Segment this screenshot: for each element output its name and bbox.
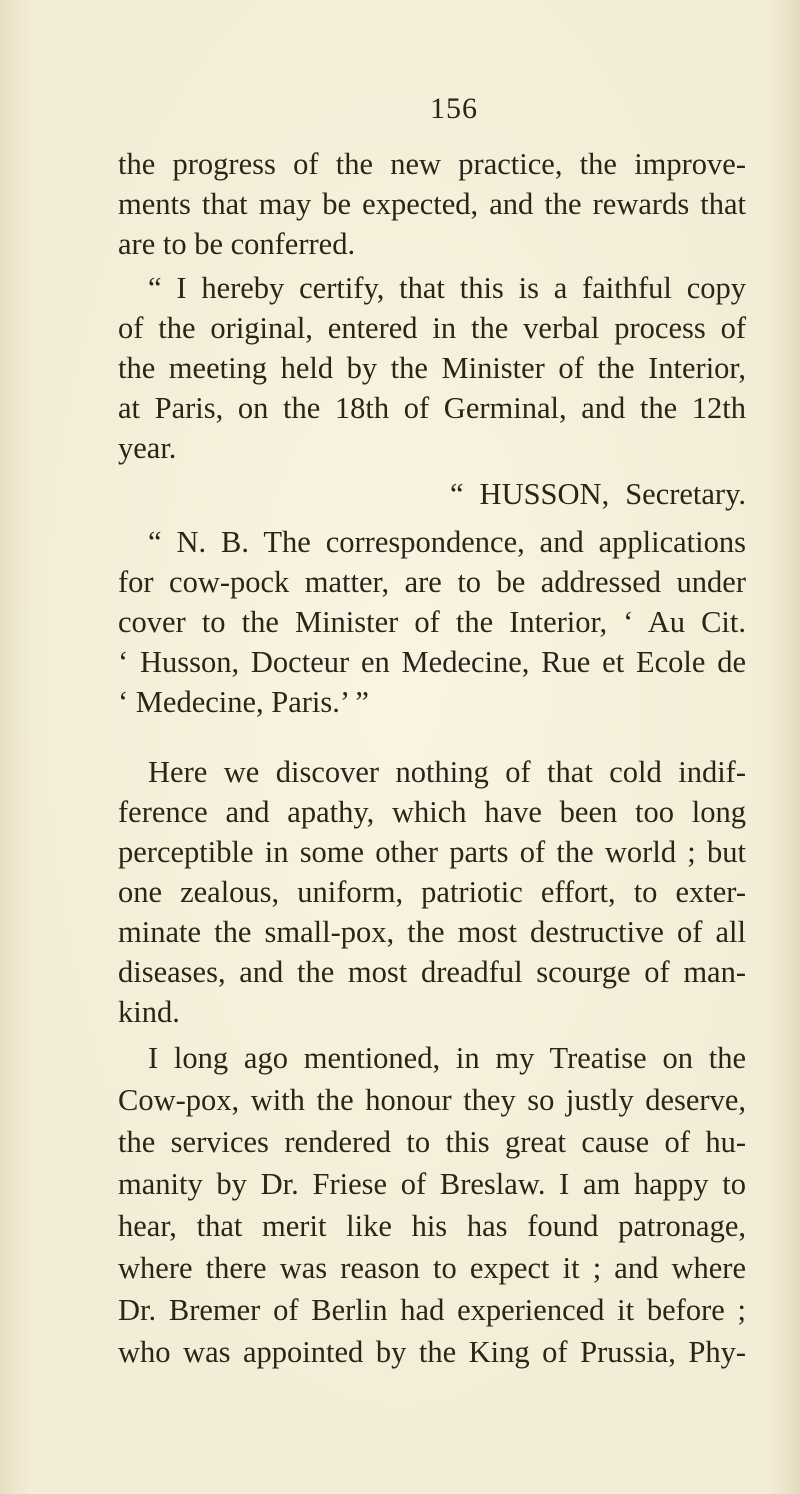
paragraph-line: minate the small-pox, the most destructive of all (118, 915, 746, 949)
paragraph-line: Cow-pox, with the honour they so justly deserve, (118, 1083, 746, 1117)
paragraph-line: perceptible in some other parts of the world ; but (118, 835, 746, 869)
certificate-line: “ I hereby certify, that this is a faithful copy (148, 271, 746, 305)
paragraph-line: Dr. Bremer of Berlin had experienced it before ; (118, 1293, 746, 1327)
paragraph-line: who was appointed by the King of Prussia, Phy- (118, 1335, 746, 1369)
paragraph-line: diseases, and the most dreadful scourge of man- (118, 955, 746, 989)
paragraph-line: Here we discover nothing of that cold indif- (148, 755, 746, 789)
paragraph-line: the services rendered to this great cause of hu- (118, 1125, 746, 1159)
note-line: “ N. B. The correspondence, and applications (148, 525, 746, 559)
paragraph-line: I long ago mentioned, in my Treatise on the (148, 1041, 746, 1075)
text-line: ments that may be expected, and the rewards that (118, 187, 746, 221)
paragraph-line: ference and apathy, which have been too long (118, 795, 746, 829)
paragraph-line: one zealous, uniform, patriotic effort, to exter- (118, 875, 746, 909)
text-line: are to be conferred. (118, 227, 356, 261)
note-line: ‘ Medecine, Paris.’ ” (118, 685, 369, 719)
paragraph-line: hear, that merit like his has found patronage, (118, 1209, 746, 1243)
paragraph-line: where there was reason to expect it ; and where (118, 1251, 746, 1285)
text-line: the progress of the new practice, the improve- (118, 147, 746, 181)
page-number: 156 (430, 92, 478, 125)
paragraph-line: kind. (118, 995, 180, 1029)
paragraph-line: manity by Dr. Friese of Breslaw. I am happy to (118, 1167, 746, 1201)
certificate-line: at Paris, on the 18th of Germinal, and the 12th (118, 391, 746, 425)
signature-line: “ HUSSON, Secretary. (450, 477, 746, 511)
certificate-line: the meeting held by the Minister of the Interior, (118, 351, 746, 385)
certificate-line: year. (118, 431, 177, 465)
note-line: ‘ Husson, Docteur en Medecine, Rue et Ecole de (118, 645, 746, 679)
certificate-line: of the original, entered in the verbal process of (118, 311, 746, 345)
note-line: cover to the Minister of the Interior, ‘ Au Cit. (118, 605, 746, 639)
note-line: for cow-pock matter, are to be addressed under (118, 565, 746, 599)
